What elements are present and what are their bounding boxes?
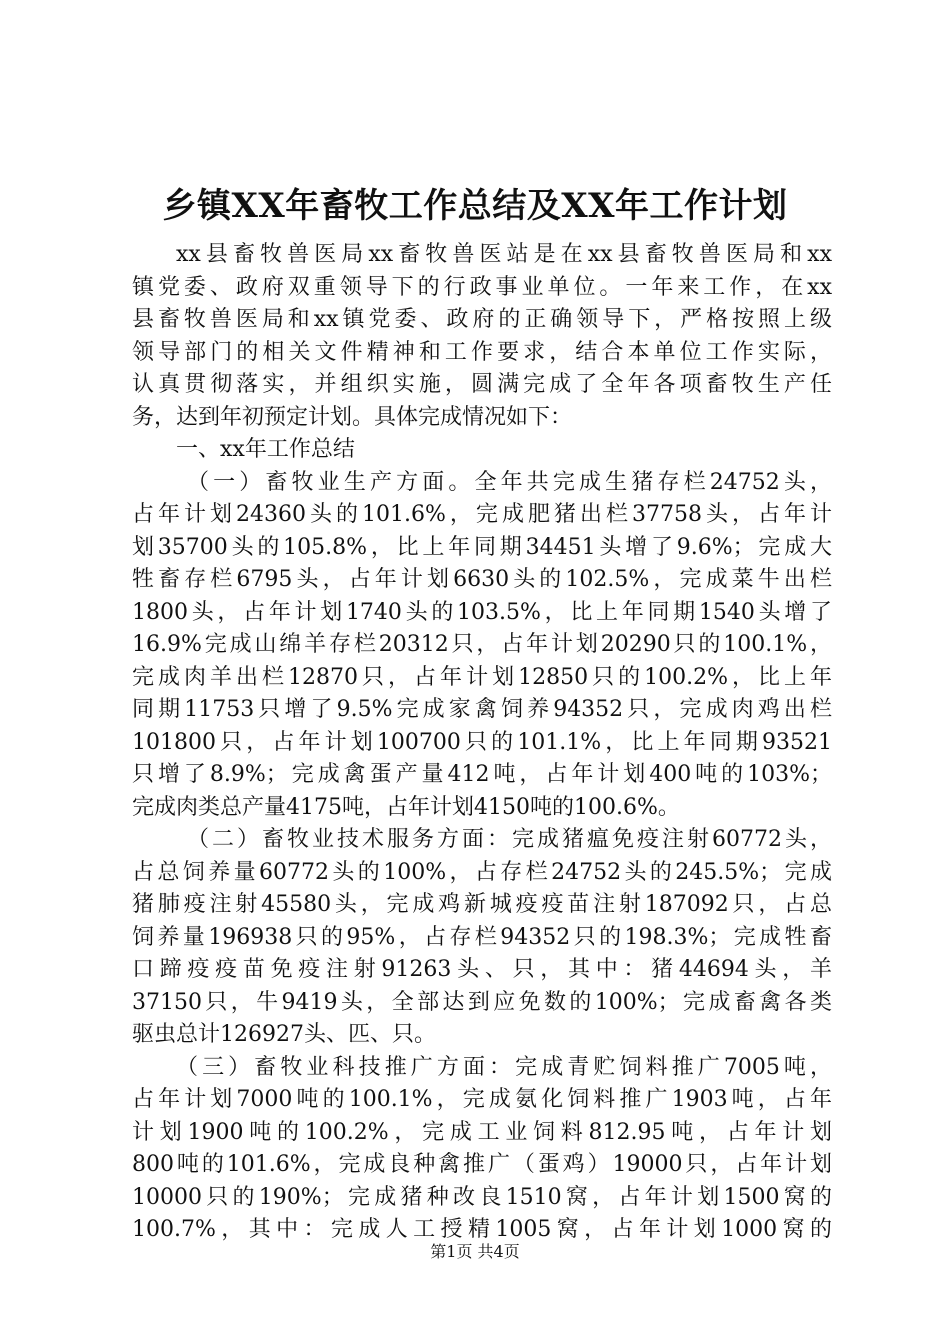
document-body <box>132 239 832 1247</box>
text-line: 猪肺疫注射45580头，完成鸡新城疫疫苗注射187092只，占总 <box>132 892 832 917</box>
text-line: 1800头，占年计划1740头的103.5%，比上年同期1540头增了 <box>132 599 832 625</box>
text-line: 划35700头的105.8%，比上年同期34451头增了9.6%；完成大 <box>132 534 832 560</box>
text-line: 镇党委、政府双重领导下的行政事业单位。一年来工作，在xx <box>132 274 832 300</box>
page-footer: 第1页 共4页 <box>430 1242 520 1261</box>
text-line: （三）畜牧业科技推广方面：完成青贮饲料推广7005吨， <box>176 1054 832 1080</box>
text-line: 101800只，占年计划100700只的101.1%，比上年同期93521 <box>132 729 832 755</box>
text-line: 占总饲养量60772头的100%，占存栏24752头的245.5%；完成 <box>132 859 832 885</box>
text-line: 完成肉羊出栏12870只，占年计划12850只的100.2%，比上年 <box>132 664 832 690</box>
text-line: 10000只的190%；完成猪种改良1510窝，占年计划1500窝的 <box>132 1184 832 1210</box>
text-line: 务，达到年初预定计划。具体完成情况如下： <box>132 404 573 430</box>
text-line: 800吨的101.6%，完成良种禽推广（蛋鸡）19000只，占年计划 <box>132 1152 832 1177</box>
text-line: 牲畜存栏6795头，占年计划6630头的102.5%，完成菜牛出栏 <box>132 567 832 592</box>
text-line: 占年计划7000吨的100.1%，完成氨化饲料推广1903吨，占年 <box>132 1087 832 1112</box>
text-line: 饲养量196938只的95%，占存栏94352只的198.3%；完成牲畜 <box>132 924 832 950</box>
text-line: 占年计划24360头的101.6%，完成肥猪出栏37758头，占年计 <box>132 502 832 527</box>
text-line: 完成肉类总产量4175吨，占年计划4150吨的100.6%。 <box>132 794 680 820</box>
text-line: 100.7%，其中：完成人工授精1005窝，占年计划1000窝的 <box>132 1217 832 1242</box>
text-line: 县畜牧兽医局和xx镇党委、政府的正确领导下，严格按照上级 <box>132 307 832 332</box>
text-line: xx县畜牧兽医局xx畜牧兽医站是在xx县畜牧兽医局和xx <box>176 242 832 267</box>
text-line: 认真贯彻落实，并组织实施，圆满完成了全年各项畜牧生产任 <box>132 372 832 397</box>
text-line: 同期11753只增了9.5%完成家禽饲养94352只，完成肉鸡出栏 <box>132 697 832 722</box>
text-line: 16.9%完成山绵羊存栏20312只，占年计划20290只的100.1%， <box>132 632 832 657</box>
text-line: 领导部门的相关文件精神和工作要求，结合本单位工作实际， <box>132 339 832 365</box>
text-line: 计划1900吨的100.2%，完成工业饲料812.95吨，占年计划 <box>132 1119 832 1145</box>
text-line: （一）畜牧业生产方面。全年共完成生猪存栏24752头， <box>187 469 832 495</box>
text-line: （二）畜牧业技术服务方面：完成猪瘟免疫注射60772头， <box>187 827 832 852</box>
text-line: 37150只，牛9419头，全部达到应免数的100%；完成畜禽各类 <box>132 989 832 1015</box>
text-line: 驱虫总计126927头、匹、只。 <box>132 1022 436 1047</box>
text-line: 只增了8.9%；完成禽蛋产量412吨，占年计划400吨的103%； <box>132 762 832 787</box>
text-line: 口蹄疫疫苗免疫注射91263头、只，其中：猪44694头，羊 <box>132 957 832 982</box>
document-title: 乡镇XX年畜牧工作总结及XX年工作计划 <box>162 186 788 226</box>
text-line: 一、xx年工作总结 <box>176 437 355 462</box>
